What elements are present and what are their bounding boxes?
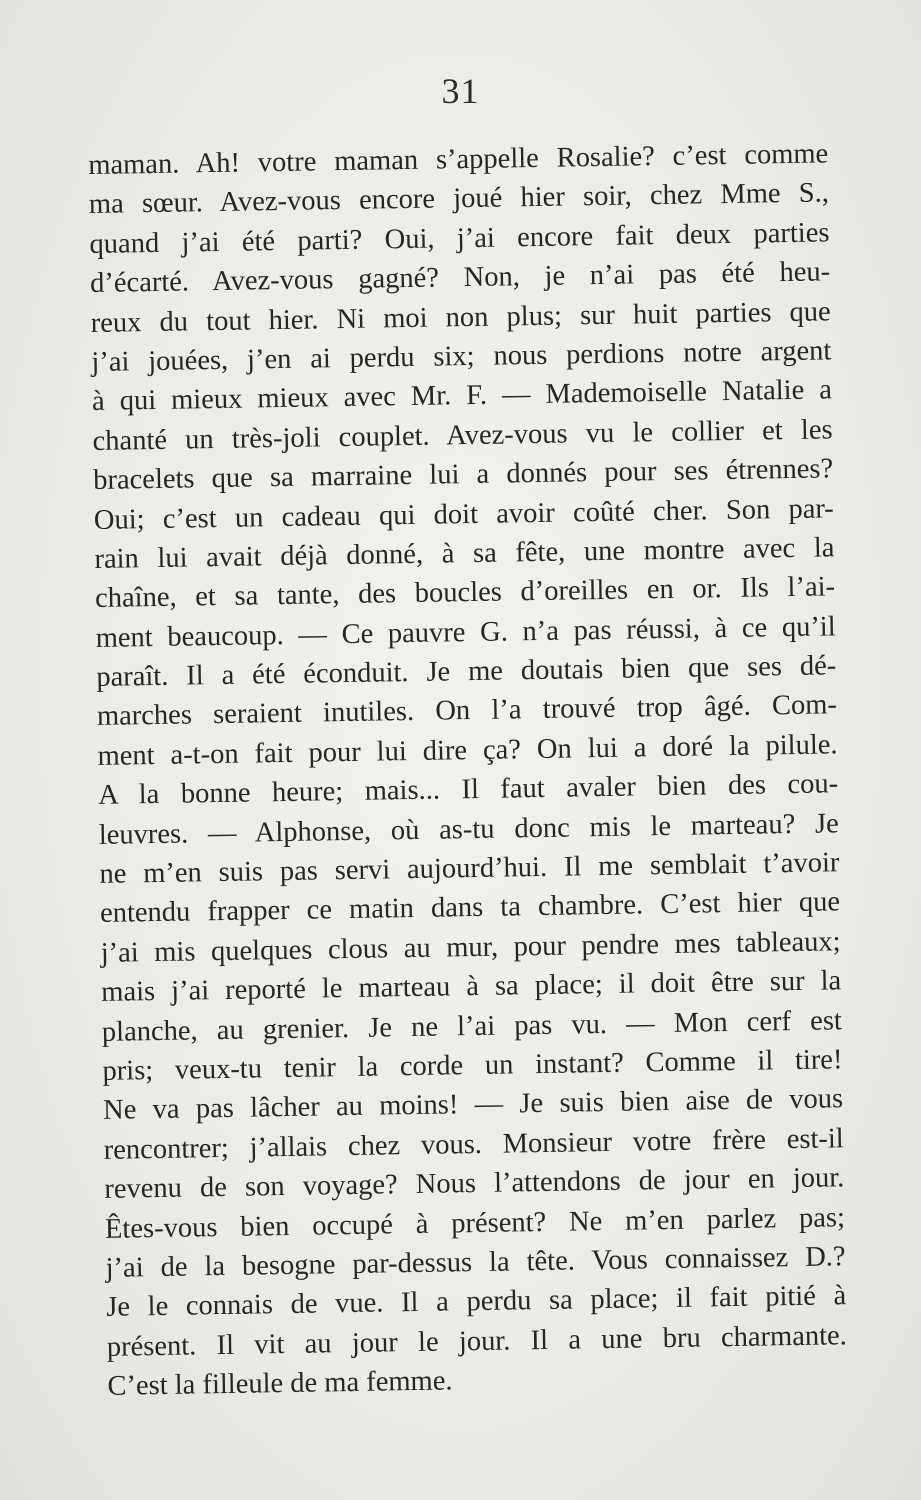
text-line: ma sœur. Avez-vous encore joué hier soir, chez Mme S., [88, 177, 830, 221]
text-line: mais j’ai reporté le marteau à sa place; il doit être sur la [101, 965, 842, 1009]
text-line: à qui mieux mieux avec Mr. F. — Mademoiselle Natalie a [91, 374, 833, 418]
text-line: entendu frapper ce matin dans ta chambre. C’est hier que [99, 886, 841, 930]
text-line: bracelets que sa marraine lui a donnés pour ses étrennes? [93, 453, 834, 497]
page-number: 31 [441, 71, 480, 111]
text-line: Je le connais de vue. Il a perdu sa place; il fait pitié à [106, 1280, 847, 1324]
text-line: Êtes-vous bien occupé à présent? Ne m’en parlez pas; [104, 1201, 846, 1245]
text-line: marches seraient inutiles. On l’a trouvé trop âgé. Com- [96, 689, 838, 733]
body-text [88, 134, 848, 1406]
text-line: ment beaucoup. — Ce pauvre G. n’a pas réussi, à ce qu’il [95, 611, 836, 654]
text-line: chaîne, et sa tante, des boucles d’oreilles en or. Ils l’ai- [94, 571, 836, 615]
text-line: rain lui avait déjà donné, à sa fête, une montre avec la [94, 532, 835, 575]
text-line: ment a-t-on fait pour lui dire ça? On lui a doré la pilule. [97, 729, 838, 772]
text-line: j’ai de la besogne par-dessus la tête. Vous connaissez D.? [105, 1241, 846, 1284]
text-line: ne m’en suis pas servi aujourd’hui. Il me semblait t’avoir [99, 847, 840, 890]
text-line: paraît. Il a été éconduit. Je me doutais bien que ses dé- [96, 650, 837, 694]
text-line-last: C’est la filleule de ma femme. [107, 1365, 453, 1402]
text-line: chanté un très-joli couplet. Avez-vous vu le collier et les [92, 414, 833, 457]
text-line: j’ai jouées, j’en ai perdu six; nous perdions notre argent [91, 335, 832, 378]
text-line: j’ai mis quelques clous au mur, pour pendre mes tableaux; [100, 926, 841, 969]
text-line: pris; veux-tu tenir la corde un instant? Comme il tire! [102, 1044, 843, 1087]
text-line: Ne va pas lâcher au moins! — Je suis bien aise de vous [102, 1083, 844, 1127]
text-line: quand j’ai été parti? Oui, j’ai encore fait deux parties [89, 217, 830, 260]
text-line: rencontrer; j’allais chez vous. Monsieur votre frère est-il [103, 1123, 844, 1166]
text-line: leuvres. — Alphonse, où as-tu donc mis le marteau? Je [98, 807, 839, 851]
text-line: Oui; c’est un cadeau qui doit avoir coûté cher. Son par- [93, 492, 835, 536]
text-line: d’écarté. Avez-vous gagné? Non, je n’ai pas été heu- [89, 256, 831, 300]
text-line: revenu de son voyage? Nous l’attendons de jour en jour. [104, 1162, 845, 1206]
text-line: reux du tout hier. Ni moi non plus; sur huit parties que [90, 295, 831, 339]
text-line: planche, au grenier. Je ne l’ai pas vu. — Mon cerf est [101, 1004, 843, 1048]
text-line: A la bonne heure; mais... Il faut avaler bien des cou- [97, 768, 839, 812]
text-line: présent. Il vit au jour le jour. Il a une bru charmante. [106, 1319, 848, 1363]
text-line: maman. Ah! votre maman s’appelle Rosalie? c’est comme [88, 138, 829, 181]
